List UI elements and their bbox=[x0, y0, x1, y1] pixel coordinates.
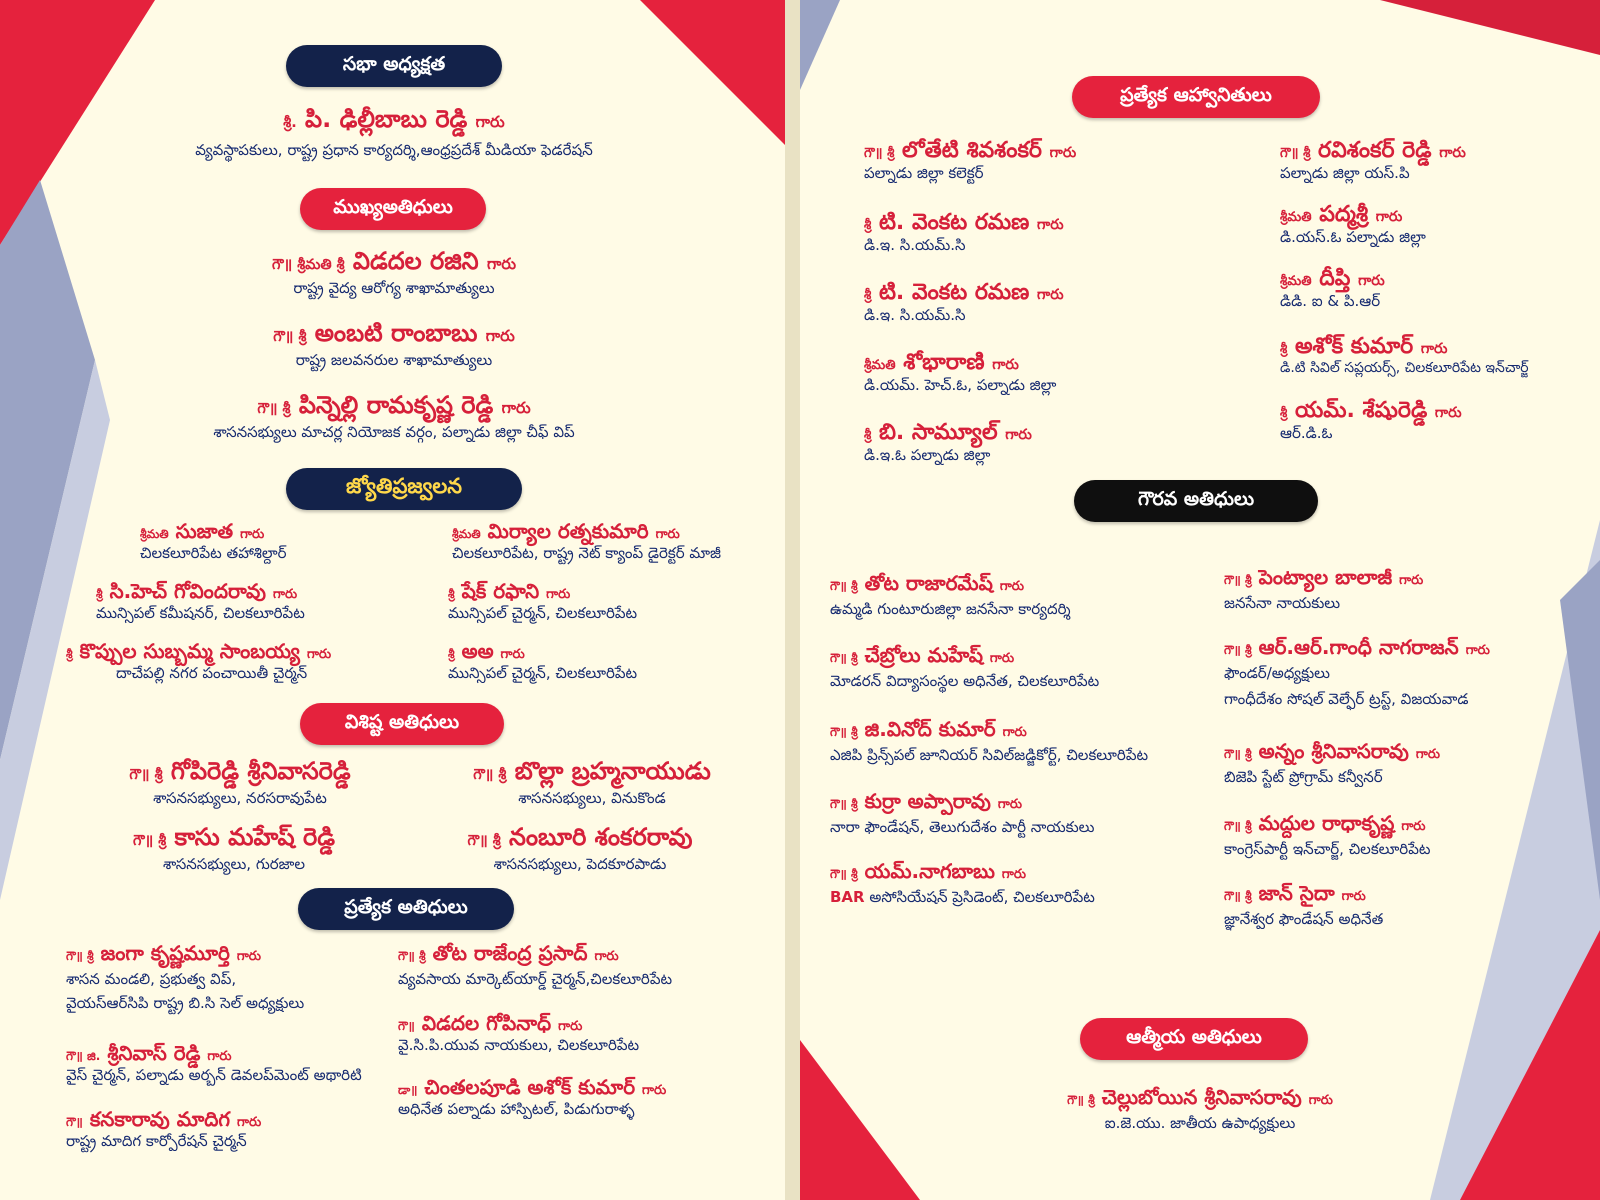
entry-name: అంబటి రాంబాబు bbox=[314, 319, 478, 347]
entry-prefix: గౌ॥ శ్రీ bbox=[273, 329, 307, 345]
entry-suffix: గారు bbox=[1375, 209, 1403, 225]
gourava-entry-5 bbox=[830, 718, 1148, 765]
heading-sabha-adhyakshatha: సభా అధ్యక్షత bbox=[286, 45, 502, 87]
entry-name: శోభారాణి bbox=[903, 350, 985, 375]
entry-prefix: గౌ॥ శ్రీ bbox=[473, 767, 507, 783]
entry-name: షేక్ రఫాని bbox=[461, 579, 540, 603]
jyothi-entry-1 bbox=[140, 520, 287, 563]
entry-name: మద్దుల రాధాకృష్ణ bbox=[1258, 811, 1395, 835]
entry-suffix: గారు bbox=[1037, 287, 1064, 303]
entry-prefix: శ్రీ. bbox=[283, 115, 297, 131]
entry-desc: పల్నాడు జిల్లా కలెక్టర్ bbox=[864, 164, 984, 183]
entry-suffix: గారు bbox=[989, 651, 1015, 666]
heading-mukhya-athidhulu: ముఖ్యఅతిధులు bbox=[300, 188, 486, 230]
entry-suffix: గారు bbox=[1415, 747, 1441, 762]
entry-suffix: గారు bbox=[1358, 273, 1385, 289]
entry-suffix: గారు bbox=[558, 1019, 583, 1034]
entry-name: యమ్. శేషురెడ్డి bbox=[1294, 398, 1428, 423]
entry-desc: ఆర్.డి.ఓ bbox=[1280, 424, 1333, 443]
heading-jyothi-prajwalana: జ్యోతిప్రజ్వలన bbox=[286, 468, 522, 510]
jyothi-entry-2 bbox=[452, 520, 721, 563]
entry-suffix: గారు bbox=[1308, 1093, 1333, 1108]
heading-prathyeka-aahvanithulu: ప్రత్యేక ఆహ్వానితులు bbox=[1072, 76, 1320, 118]
entry-desc bbox=[830, 887, 1095, 907]
entry-name: కొప్పుల సుబ్బమ్మ సాంబయ్య bbox=[79, 639, 300, 663]
entry-suffix: గారు bbox=[207, 1049, 232, 1064]
entry-desc: మోడరన్ విద్యాసంస్థల అధినేత, చిలకలూరిపేట bbox=[830, 672, 1100, 690]
entry-suffix: గారు bbox=[1049, 145, 1077, 161]
entry-desc: డి.ఇ.ఓ పల్నాడు జిల్లా bbox=[864, 446, 991, 465]
entry-name: కాసు మహేష్ రెడ్డి bbox=[174, 823, 335, 851]
entry-desc: మున్సిపల్ కమీషనర్, చిలకలూరిపేట bbox=[96, 604, 305, 622]
entry-suffix: గారు bbox=[487, 255, 517, 273]
entry-desc: శాసన మండలి, ప్రభుత్వ విప్, bbox=[66, 970, 237, 988]
gourava-entry-3 bbox=[830, 644, 1099, 691]
entry-name: చేబ్రోలు మహేష్ bbox=[864, 643, 983, 667]
entry-name: నంబూరి శంకరరావు bbox=[509, 823, 693, 851]
entry-prefix: శ్రీ bbox=[448, 647, 455, 661]
gourava-entry-6 bbox=[1224, 740, 1440, 787]
entry-name: టి. వెంకట రమణ bbox=[878, 210, 1030, 235]
entry-prefix: గౌ॥ శ్రీ bbox=[1224, 573, 1252, 587]
entry-name: జాన్ సైదా bbox=[1258, 881, 1335, 905]
entry-name: చెల్లుబోయిన శ్రీనివాసరావు bbox=[1101, 1085, 1302, 1109]
entry-desc: వై.సి.పి.యువ నాయకులు, చిలకలూరిపేట bbox=[398, 1036, 640, 1054]
entry-name: జి.వినోద్ కుమార్ bbox=[864, 717, 996, 741]
entry-suffix: గారు bbox=[642, 1083, 667, 1098]
entry-prefix: శ్రీ bbox=[96, 587, 103, 601]
entry-desc: పల్నాడు జిల్లా యస్.పి bbox=[1280, 164, 1410, 183]
entry-name: అన్నం శ్రీనివాసరావు bbox=[1258, 739, 1409, 763]
prathyeka-entry-6 bbox=[66, 1108, 261, 1151]
entry-desc: డి.యస్.ఓ పల్నాడు జిల్లా bbox=[1280, 228, 1426, 247]
entry-name: పెంట్యాల బాలాజీ bbox=[1258, 565, 1393, 589]
entry-name: గోపిరెడ్డి శ్రీనివాసరెడ్డి bbox=[170, 757, 351, 785]
entry-name: సి.హెచ్ గోవిందరావు bbox=[109, 579, 267, 603]
gourava-entry-9 bbox=[830, 860, 1095, 907]
entry-desc: డిడి. ఐ & పి.ఆర్ bbox=[1280, 292, 1381, 311]
entry-prefix: గౌ॥ శ్రీ bbox=[467, 833, 501, 849]
gourava-entry-2 bbox=[1224, 566, 1423, 613]
entry-desc: డి.యమ్. హెచ్.ఓ, పల్నాడు జిల్లా bbox=[864, 376, 1057, 395]
entry-suffix: గారు bbox=[1037, 217, 1064, 233]
heading-prathyeka-athidhulu: ప్రత్యేక అతిధులు bbox=[298, 888, 514, 930]
entry-desc: డి.ఇ. సి.యమ్.సి bbox=[864, 236, 966, 255]
jyothi-entry-6 bbox=[448, 640, 637, 683]
aahvanithulu-entry-10 bbox=[1280, 398, 1462, 444]
entry-desc: కాంగ్రెస్‌పార్టీ ఇన్‌చార్జ్, చిలకలూరిపేట bbox=[1224, 840, 1431, 858]
entry-name: పి. ఢిల్లీబాబు రెడ్డి bbox=[305, 105, 468, 133]
entry-prefix: శ్రీ bbox=[864, 288, 872, 303]
entry-desc: జనసేనా నాయకులు bbox=[1224, 594, 1341, 612]
entry-suffix: గారు bbox=[501, 399, 531, 417]
bar-tag: BAR bbox=[830, 888, 865, 906]
entry-suffix: గారు bbox=[500, 647, 525, 662]
aahvanithulu-entry-2 bbox=[1280, 138, 1466, 184]
entry-prefix: గౌ॥ శ్రీ bbox=[830, 867, 858, 881]
gourava-entry-4 bbox=[1224, 636, 1490, 710]
entry-prefix: గౌ॥ శ్రీ bbox=[830, 797, 858, 811]
entry-prefix: గౌ॥ శ్రీ bbox=[1224, 819, 1252, 833]
entry-name: కనకారావు మాదిగ bbox=[89, 1107, 231, 1131]
entry-suffix: గారు bbox=[999, 579, 1025, 594]
entry-prefix: గౌ॥ శ్రీ bbox=[830, 579, 858, 593]
entry-prefix: గౌ॥ శ్రీ bbox=[1224, 643, 1252, 657]
entry-name: కుర్రా అప్పారావు bbox=[864, 789, 991, 813]
entry-prefix: గౌ॥ శ్రీ bbox=[1280, 146, 1311, 161]
entry-suffix: గారు bbox=[273, 587, 298, 602]
entry-desc-text: అసోసియేషన్ ప్రెసిడెంట్, చిలకలూరిపేట bbox=[869, 888, 1095, 906]
entry-suffix: గారు bbox=[1465, 643, 1490, 658]
entry-suffix: గారు bbox=[306, 647, 332, 662]
entry-desc: జ్ఞానేశ్వర ఫౌండేషన్ అధినేత bbox=[1224, 910, 1384, 928]
entry-name: పద్మశ్రీ bbox=[1319, 202, 1369, 227]
entry-desc: రాష్ట్ర వైద్య ఆరోగ్య శాఖామాత్యులు bbox=[293, 278, 495, 297]
entry-desc-line2: గాంధీదేశం సోషల్ వెల్ఫేర్ ట్రస్ట్, విజయవాడ bbox=[1224, 690, 1469, 709]
prathyeka-entry-2 bbox=[398, 942, 672, 989]
mukhya-entry-3 bbox=[213, 392, 574, 442]
gourava-entry-1 bbox=[830, 572, 1071, 619]
entry-desc: నారా ఫౌండేషన్, తెలుగుదేశం పార్టీ నాయకులు bbox=[830, 818, 1095, 836]
gourava-entry-10 bbox=[1224, 882, 1383, 929]
entry-name: టి. వెంకట రమణ bbox=[878, 280, 1030, 305]
entry-prefix: గౌ॥ శ్రీ bbox=[398, 949, 426, 963]
entry-prefix: శ్రీమతి bbox=[864, 358, 896, 373]
heading-gourava-athidhulu: గౌరవ అతిధులు bbox=[1074, 480, 1318, 522]
aahvanithulu-entry-6 bbox=[1280, 266, 1385, 312]
entry-suffix: గారు bbox=[546, 587, 571, 602]
entry-desc: అధినేత పల్నాడు హాస్పిటల్, పిడుగురాళ్ళ bbox=[398, 1100, 635, 1118]
entry-prefix: గౌ॥ శ్రీ bbox=[133, 833, 167, 849]
entry-suffix: గారు bbox=[594, 949, 619, 964]
prathyeka-entry-4 bbox=[66, 1042, 362, 1085]
entry-prefix: గౌ॥ శ్రీ bbox=[1224, 747, 1252, 761]
entry-suffix: గారు bbox=[1341, 889, 1366, 904]
entry-prefix: గౌ॥ శ్రీ bbox=[66, 949, 94, 963]
entry-desc: డి.టి సివిల్ సప్లయర్స్, చిలకలూరిపేట ఇన్‌చార్జ్ bbox=[1280, 360, 1529, 377]
entry-suffix: గారు bbox=[1434, 405, 1462, 421]
entry-desc: వ్యవసాయ మార్కెట్‌యార్డ్ చైర్మన్,చిలకలూరిపేట bbox=[398, 970, 673, 988]
entry-prefix: గౌ॥ శ్రీ bbox=[1067, 1093, 1095, 1107]
entry-prefix: డా॥ bbox=[398, 1083, 418, 1097]
entry-prefix: గౌ॥ శ్రీ bbox=[864, 146, 895, 161]
jyothi-entry-3 bbox=[96, 580, 305, 623]
entry-suffix: గారు bbox=[237, 1115, 262, 1130]
entry-prefix: గౌ॥ bbox=[398, 1019, 415, 1033]
entry-name: విడదల గోపినాధ్ bbox=[421, 1011, 552, 1035]
vishishta-entry-4 bbox=[468, 824, 693, 874]
prathyeka-entry-3 bbox=[398, 1012, 639, 1055]
entry-name: అశోక్ కుమార్ bbox=[1294, 334, 1414, 359]
entry-prefix: గౌ॥ bbox=[66, 1115, 83, 1129]
entry-suffix: గారు bbox=[1420, 341, 1448, 357]
vishishta-entry-2 bbox=[473, 758, 711, 808]
entry-desc: రాష్ట్ర మాదిగ కార్పోరేషన్ చైర్మన్ bbox=[66, 1132, 247, 1150]
entry-prefix: గౌ॥ శ్రీ bbox=[1224, 889, 1252, 903]
aathmeeya-entry-1 bbox=[1067, 1086, 1333, 1133]
entry-desc: మున్సిపల్ చైర్మన్, చిలకలూరిపేట bbox=[448, 664, 638, 682]
entry-desc: దాచేపల్లి నగర పంచాయితీ చైర్మన్ bbox=[116, 664, 308, 682]
entry-prefix: గౌ॥ శ్రీ bbox=[257, 401, 291, 417]
jyothi-entry-4 bbox=[448, 580, 637, 623]
entry-name: ఆర్.ఆర్.గాంధీ నాగరాజన్ bbox=[1258, 635, 1459, 659]
entry-desc: శాసనసభ్యులు, వినుకొండ bbox=[518, 788, 666, 807]
entry-prefix: గౌ॥ శ్రీ bbox=[129, 767, 163, 783]
entry-desc: శాసనసభ్యులు మాచర్ల నియోజక వర్గం, పల్నాడు జిల్లా చీఫ్ విప్ bbox=[213, 422, 575, 441]
entry-suffix: గారు bbox=[1439, 145, 1466, 161]
entry-suffix: గారు bbox=[992, 357, 1019, 373]
entry-suffix: గారు bbox=[240, 527, 265, 542]
entry-prefix: శ్రీమతి bbox=[452, 527, 481, 541]
entry-desc: చిలకలూరిపేట తహాశిల్దార్ bbox=[140, 544, 287, 562]
entry-suffix: గారు bbox=[1002, 725, 1027, 740]
entry-desc: శాసనసభ్యులు, పెదకూరపాడు bbox=[493, 854, 667, 873]
entry-prefix: శ్రీ bbox=[66, 647, 73, 661]
entry-prefix: శ్రీ bbox=[864, 218, 872, 233]
entry-desc: చిలకలూరిపేట, రాష్ట్ర నెట్ క్యాంప్ డైరెక్టర్ మాజీ bbox=[452, 544, 722, 562]
entry-prefix: శ్రీ bbox=[448, 587, 455, 601]
entry-desc: ఫౌండర్/అధ్యక్షులు bbox=[1224, 664, 1330, 682]
entry-name: లోతేటి శివశంకర్ bbox=[902, 138, 1042, 163]
entry-name: సుజాత bbox=[175, 519, 234, 543]
prathyeka-entry-1 bbox=[66, 942, 304, 1014]
entry-prefix: శ్రీ bbox=[1280, 342, 1288, 357]
entry-desc: బిజెపి స్టేట్ ప్రోగ్రామ్ కన్వీనర్ bbox=[1224, 768, 1383, 786]
entry-name: జంగా కృష్ణమూర్తి bbox=[100, 941, 230, 965]
aahvanithulu-entry-5 bbox=[864, 280, 1064, 326]
entry-desc: శాసనసభ్యులు, గురజాల bbox=[162, 854, 306, 873]
entry-suffix: గారు bbox=[485, 327, 515, 345]
entry-name: యమ్.నాగబాబు bbox=[864, 859, 995, 883]
entry-suffix: గారు bbox=[997, 797, 1023, 812]
gourava-entry-7 bbox=[830, 790, 1094, 837]
entry-prefix: శ్రీమతి bbox=[140, 527, 169, 541]
entry-prefix: శ్రీమతి bbox=[1280, 274, 1312, 289]
aahvanithulu-entry-4 bbox=[1280, 202, 1426, 248]
entry-prefix: గౌ॥ శ్రీ bbox=[830, 725, 858, 739]
entry-desc: మున్సిపల్ చైర్మన్, చిలకలూరిపేట bbox=[448, 604, 638, 622]
entry-prefix: శ్రీమతి bbox=[1280, 210, 1312, 225]
entry-name: రవిశంకర్ రెడ్డి bbox=[1318, 138, 1432, 163]
heading-vishishta-athidhulu: విశిష్ట అతిధులు bbox=[300, 703, 504, 745]
entry-prefix: శ్రీ bbox=[864, 428, 872, 443]
entry-prefix: గౌ॥ శ్రీమతి శ్రీ bbox=[271, 257, 345, 273]
entry-desc: రాష్ట్ర జలవనరుల శాఖామాత్యులు bbox=[295, 350, 493, 369]
entry-name: శ్రీనివాస్ రెడ్డి bbox=[107, 1041, 201, 1065]
entry-desc: వైస్ చైర్మన్, పల్నాడు అర్బన్ డెవలప్‌మెంట్ అథారిటి bbox=[66, 1066, 362, 1084]
entry-name: బి. సామ్యూల్ bbox=[878, 420, 998, 445]
entry-name: విడదల రజిని bbox=[352, 247, 479, 275]
entry-desc: ఉమ్మడి గుంటూరుజిల్లా జనసేనా కార్యదర్శి bbox=[830, 600, 1071, 618]
gourava-entry-8 bbox=[1224, 812, 1430, 859]
entry-suffix: గారు bbox=[1401, 819, 1426, 834]
entry-desc: శాసనసభ్యులు, నరసరావుపేట bbox=[153, 788, 327, 807]
entry-suffix: గారు bbox=[1399, 573, 1424, 588]
entry-name: తోట రాజేంద్ర ప్రసాద్ bbox=[432, 941, 588, 965]
entry-name: దీప్తి bbox=[1319, 266, 1351, 291]
entry-prefix: శ్రీ bbox=[1280, 406, 1288, 421]
entry-name: బొల్లా బ్రహ్మనాయుడు bbox=[514, 757, 711, 785]
aahvanithulu-entry-3 bbox=[864, 210, 1064, 256]
mukhya-entry-2 bbox=[273, 320, 515, 370]
aahvanithulu-entry-8 bbox=[1280, 334, 1529, 378]
entry-name: మిర్యాల రత్నకుమారి bbox=[487, 519, 649, 543]
entry-name: అఅ bbox=[461, 639, 494, 663]
entry-prefix: గౌ॥ శ్రీ bbox=[830, 651, 858, 665]
aahvanithulu-entry-7 bbox=[864, 350, 1056, 396]
entry-suffix: గారు bbox=[475, 113, 505, 131]
entry-desc: ఐ.జె.యు. జాతీయ ఉపాధ్యక్షులు bbox=[1104, 1114, 1296, 1132]
entry-desc: ఎజిపి ప్రిన్స్‌పల్ జూనియర్ సివిల్‌జడ్జికోర్ట్, చిలకలూరిపేట bbox=[830, 746, 1149, 764]
entry-suffix: గారు bbox=[655, 527, 680, 542]
prathyeka-entry-5 bbox=[398, 1076, 666, 1119]
entry-desc: డి.ఇ. సి.యమ్.సి bbox=[864, 306, 966, 325]
heading-aathmeeya-athidhulu: ఆత్మీయ అతిధులు bbox=[1080, 1018, 1308, 1060]
aahvanithulu-entry-1 bbox=[864, 138, 1076, 184]
mukhya-entry-1 bbox=[272, 248, 516, 298]
entry-prefix: గౌ॥ జి. bbox=[66, 1049, 101, 1063]
entry-desc: వ్యవస్థాపకులు, రాష్ట్ర ప్రధాన కార్యదర్శి,ఆంధ్రప్రదేశ్ మీడియా ఫెడరేషన్ bbox=[195, 140, 593, 159]
entry-suffix: గారు bbox=[236, 949, 261, 964]
vishishta-entry-1 bbox=[129, 758, 350, 808]
aahvanithulu-entry-9 bbox=[864, 420, 1032, 466]
entry-name: తోట రాజారమేష్ bbox=[864, 571, 993, 595]
vishishta-entry-3 bbox=[133, 824, 335, 874]
entry-name: పిన్నెల్లి రామకృష్ణ రెడ్డి bbox=[298, 391, 494, 419]
entry-suffix: గారు bbox=[1001, 867, 1027, 882]
entry-desc-line2: వైయస్ఆర్‌సిపి రాష్ట్ర బి.సి సెల్ అధ్యక్షులు bbox=[66, 994, 305, 1013]
jyothi-entry-5 bbox=[66, 640, 331, 683]
sabha-entry-1 bbox=[195, 106, 593, 160]
entry-suffix: గారు bbox=[1005, 427, 1032, 443]
entry-name: చింతలపూడి అశోక్ కుమార్ bbox=[424, 1075, 636, 1099]
